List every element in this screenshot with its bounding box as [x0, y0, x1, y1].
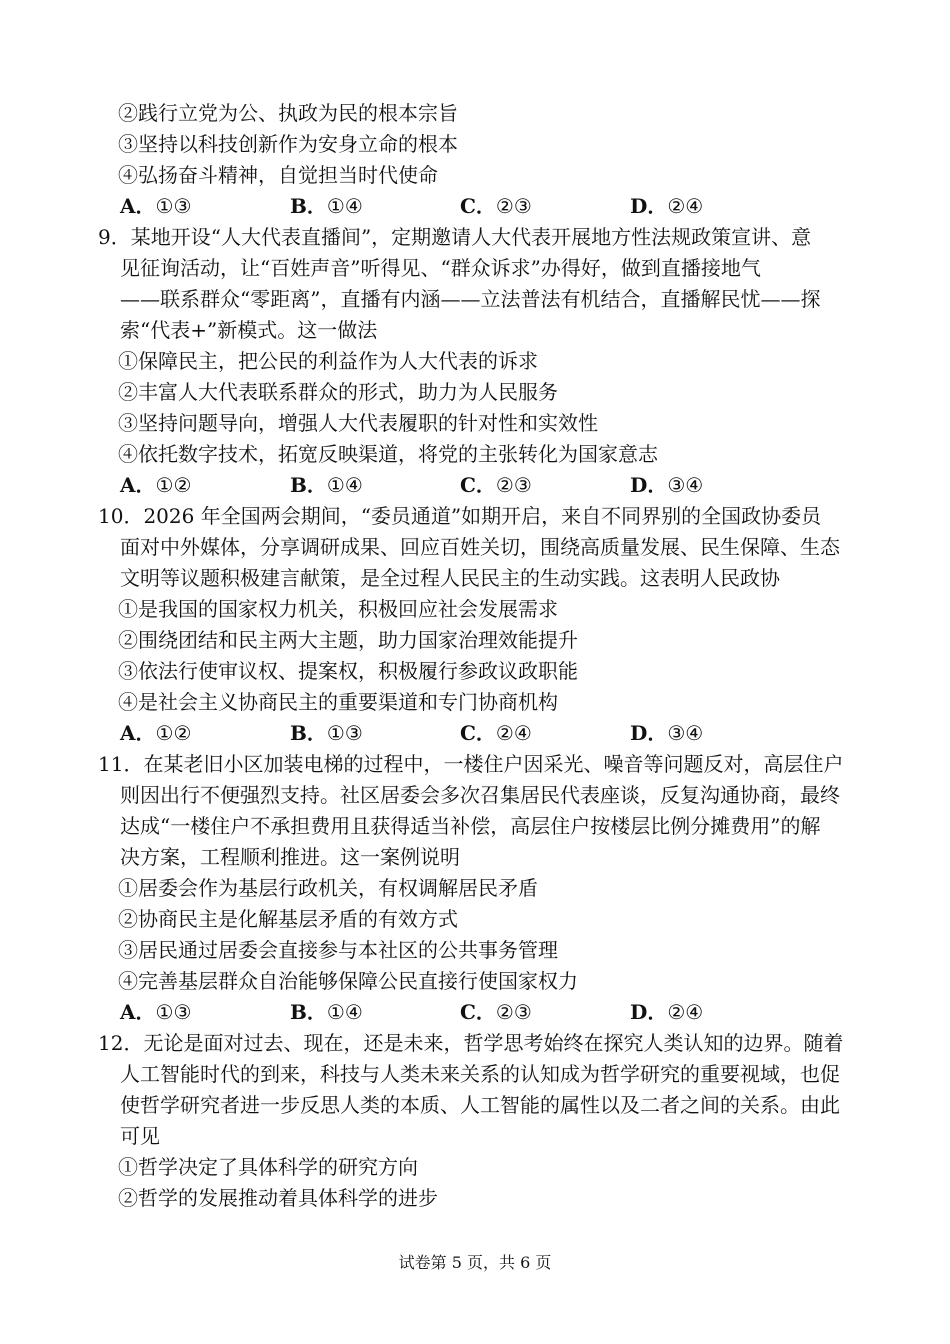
answer-value: ②④ [667, 1000, 704, 1024]
option-line: ①哲学决定了具体科学的研究方向 [118, 1155, 418, 1179]
question-stem-line: ——联系群众“零距离”，直播有内涵——立法普法有机结合，直播解民忧——探 [120, 287, 821, 311]
option-line: ④依托数字技术，拓宽反映渠道，将党的主张转化为国家意志 [118, 442, 658, 466]
answer-letter: A． [120, 1000, 156, 1024]
answer-letter: C． [460, 1000, 496, 1024]
question-stem-line: 见征询活动，让“百姓声音”听得见、“群众诉求”办得好，做到直播接地气 [120, 256, 761, 280]
answer-value: ②③ [495, 1000, 532, 1024]
option-line: ③依法行使审议权、提案权，积极履行参政议政职能 [118, 659, 578, 683]
question-12 [98, 1028, 868, 1214]
answer-choice-a [120, 191, 290, 222]
answer-letter: A． [120, 473, 156, 497]
answer-value: ①② [155, 721, 192, 745]
answer-letter: D． [630, 721, 668, 745]
question-stem-line: 使哲学研究者进一步反思人类的本质、人工智能的属性以及二者之间的关系。由此 [120, 1093, 840, 1117]
answer-letter: C． [460, 194, 496, 218]
option-line: ③坚持以科技创新作为安身立命的根本 [118, 132, 458, 156]
answer-letter: B． [290, 1000, 327, 1024]
answer-choice-c [460, 470, 630, 501]
answer-value: ①④ [326, 194, 363, 218]
answer-choice-a [120, 470, 290, 501]
answer-value: ①② [155, 473, 192, 497]
answer-value: ①③ [326, 721, 363, 745]
answer-choice-d [630, 470, 800, 501]
answer-choice-c [460, 718, 630, 749]
answer-choice-d [630, 718, 800, 749]
answer-value: ①③ [155, 1000, 192, 1024]
question-9 [98, 222, 868, 501]
answer-value: ③④ [667, 473, 704, 497]
question-10 [98, 501, 868, 749]
answer-choice-d [630, 191, 800, 222]
question-stem-line: 达成“一楼住户不承担费用且获得适当补偿，高层住户按楼层比例分摊费用”的解 [120, 814, 821, 838]
answer-value: ①③ [155, 194, 192, 218]
question-stem-line: 11．在某老旧小区加装电梯的过程中，一楼住户因采光、噪音等问题反对，高层住户 [98, 752, 844, 776]
option-line: ④弘扬奋斗精神，自觉担当时代使命 [118, 163, 438, 187]
question-stem-line: 可见 [120, 1124, 160, 1148]
answer-letter: D． [630, 194, 668, 218]
answer-value: ②④ [667, 194, 704, 218]
option-line: ③坚持问题导向，增强人大代表履职的针对性和实效性 [118, 411, 598, 435]
option-line: ①保障民主，把公民的利益作为人大代表的诉求 [118, 349, 538, 373]
question-stem-line: 文明等议题积极建言献策，是全过程人民民主的生动实践。这表明人民政协 [120, 566, 780, 590]
answer-value: ②③ [495, 194, 532, 218]
question-stem-line: 面对中外媒体，分享调研成果、回应百姓关切，围绕高质量发展、民生保障、生态 [120, 535, 840, 559]
option-line: ①居委会作为基层行政机关，有权调解居民矛盾 [118, 876, 538, 900]
question-stem-line: 10．2026 年全国两会期间，“委员通道”如期开启，来自不同界别的全国政协委员 [98, 504, 822, 528]
answer-choice-b [290, 997, 460, 1028]
question-stem-line: 人工智能时代的到来，科技与人类未来关系的认知成为哲学研究的重要视域，也促 [120, 1062, 840, 1086]
answer-choice-c [460, 997, 630, 1028]
answer-letter: A． [120, 721, 156, 745]
answer-letter: C． [460, 721, 496, 745]
option-line: ②围绕团结和民主两大主题，助力国家治理效能提升 [118, 628, 578, 652]
option-line: ④是社会主义协商民主的重要渠道和专门协商机构 [118, 690, 558, 714]
answer-choice-b [290, 470, 460, 501]
answer-letter: D． [630, 473, 668, 497]
question-8 [98, 98, 868, 222]
answer-choice-c [460, 191, 630, 222]
answer-choices [98, 997, 868, 1028]
question-stem-line: 决方案，工程顺利推进。这一案例说明 [120, 845, 460, 869]
answer-choices [98, 191, 868, 222]
option-line: ④完善基层群众自治能够保障公民直接行使国家权力 [118, 969, 578, 993]
answer-choice-a [120, 718, 290, 749]
answer-choices [98, 718, 868, 749]
answer-value: ②④ [495, 721, 532, 745]
option-line: ②协商民主是化解基层矛盾的有效方式 [118, 907, 458, 931]
question-stem-line: 索“代表+”新模式。这一做法 [120, 318, 378, 342]
answer-letter: A． [120, 194, 156, 218]
page-content [98, 98, 868, 1214]
answer-value: ①④ [326, 473, 363, 497]
answer-choices [98, 470, 868, 501]
option-line: ①是我国的国家权力机关，积极回应社会发展需求 [118, 597, 558, 621]
question-11 [98, 749, 868, 1028]
option-line: ②丰富人大代表联系群众的形式，助力为人民服务 [118, 380, 558, 404]
answer-letter: D． [630, 1000, 668, 1024]
answer-value: ①④ [326, 1000, 363, 1024]
answer-letter: B． [290, 194, 327, 218]
answer-value: ②③ [495, 473, 532, 497]
option-line: ②践行立党为公、执政为民的根本宗旨 [118, 101, 458, 125]
page-footer: 试卷第 5 页，共 6 页 [398, 1253, 552, 1272]
answer-choice-b [290, 718, 460, 749]
answer-choice-d [630, 997, 800, 1028]
question-stem-line: 则因出行不便强烈支持。社区居委会多次召集居民代表座谈，反复沟通协商，最终 [120, 783, 840, 807]
answer-letter: B． [290, 721, 327, 745]
answer-letter: B． [290, 473, 327, 497]
answer-letter: C． [460, 473, 496, 497]
option-line: ③居民通过居委会直接参与本社区的公共事务管理 [118, 938, 558, 962]
question-stem-line: 12．无论是面对过去、现在，还是未来，哲学思考始终在探究人类认知的边界。随着 [98, 1031, 844, 1055]
answer-choice-b [290, 191, 460, 222]
answer-choice-a [120, 997, 290, 1028]
question-stem-line: 9．某地开设“人大代表直播间”，定期邀请人大代表开展地方性法规政策宣讲、意 [98, 225, 812, 249]
answer-value: ③④ [667, 721, 704, 745]
option-line: ②哲学的发展推动着具体科学的进步 [118, 1186, 438, 1210]
